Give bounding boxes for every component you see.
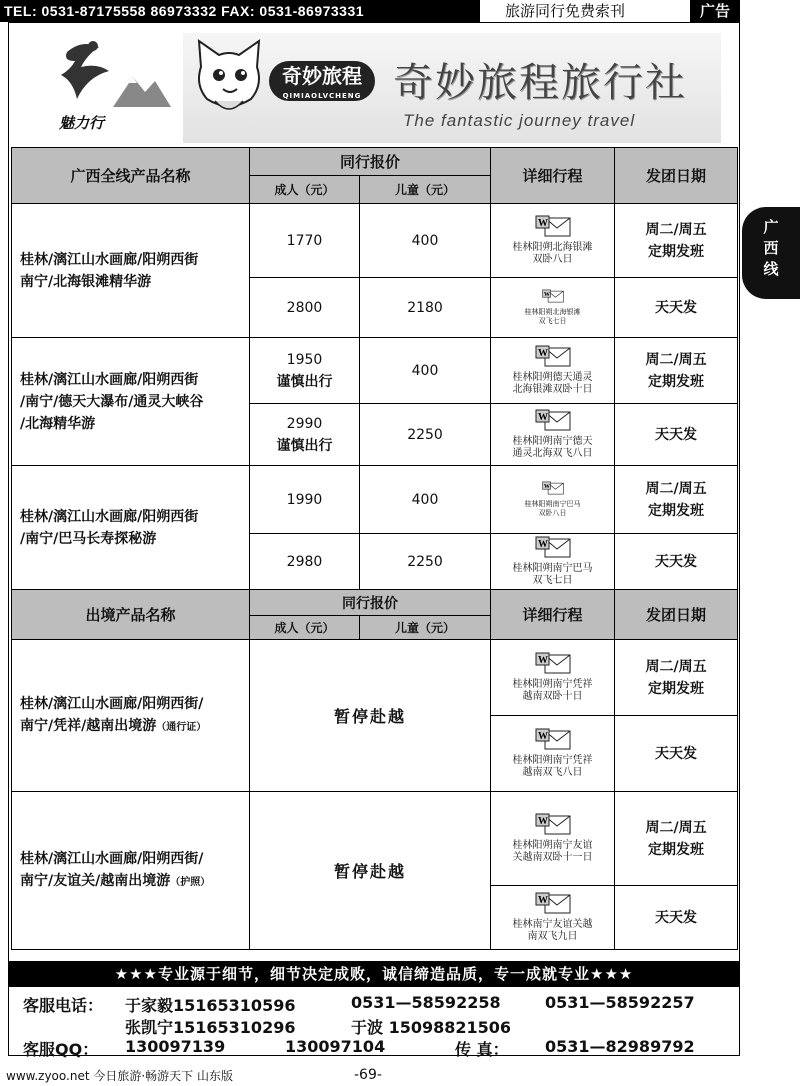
ad-header xyxy=(9,23,739,147)
route-name: 桂林/漓江山水画廊/阳朔西街/ 南宁/凭祥/越南出境游（通行证） xyxy=(12,640,250,792)
top-bar xyxy=(0,0,800,22)
svg-text:W: W xyxy=(537,895,548,906)
banner-subtitle: The fantastic journey travel xyxy=(403,111,636,130)
col-child-header: 儿童（元） xyxy=(360,176,491,204)
col-date-header: 发团日期 xyxy=(615,590,738,640)
itinerary-doc-link[interactable]: W 桂林阳朔南宁凭祥 越南双卧十日 xyxy=(491,640,615,716)
ad-frame xyxy=(8,22,740,1059)
svg-text:W: W xyxy=(537,348,548,359)
qq-1: 130097139 xyxy=(125,1037,226,1056)
col-name-header: 广西全线产品名称 xyxy=(12,148,250,204)
brand-banner xyxy=(183,33,721,143)
col-date-header: 发团日期 xyxy=(615,148,738,204)
contact-block xyxy=(9,989,739,1059)
itinerary-doc-link[interactable]: W 桂林阳朔南宁巴马 双飞七日 xyxy=(491,534,615,590)
svg-text:W: W xyxy=(537,731,548,742)
status-suspended: 暂停赴越 xyxy=(250,792,491,950)
itinerary-doc-link[interactable]: W 桂林阳朔南宁凭祥 越南双飞八日 xyxy=(491,716,615,792)
svg-text:W: W xyxy=(537,655,548,666)
cat-mascot-icon xyxy=(193,37,265,119)
departure-date: 周二/周五 定期发班 xyxy=(615,792,738,886)
word-doc-icon xyxy=(542,289,564,303)
route-name: 桂林/漓江山水画廊/阳朔西街 南宁/北海银滩精华游 xyxy=(12,204,250,338)
departure-date: 周二/周五 定期发班 xyxy=(615,640,738,716)
child-price: 2180 xyxy=(360,278,491,338)
word-doc-icon xyxy=(535,728,571,750)
col-itinerary-header: 详细行程 xyxy=(491,590,615,640)
svg-text:W: W xyxy=(537,412,548,423)
itinerary-doc-link[interactable]: W 桂林阳朔南宁友谊 关越南双卧十一日 xyxy=(491,792,615,886)
svg-text:W: W xyxy=(543,291,550,298)
logo-left-text: 魅力行 xyxy=(59,114,105,132)
word-doc-icon xyxy=(535,813,571,835)
word-doc-icon xyxy=(535,892,571,914)
word-doc-icon xyxy=(535,215,571,237)
adult-price: 1990 xyxy=(250,466,360,534)
service-phone-label: 客服电话： xyxy=(23,996,104,1015)
adult-price: 2990 谨慎出行 xyxy=(250,404,360,466)
top-slogan: 旅游同行免费索刊 xyxy=(505,2,626,20)
region-tab: 广 西 线 xyxy=(742,207,800,299)
itinerary-doc-link[interactable]: W 桂林阳朔德天通灵 北海银滩双卧十日 xyxy=(491,338,615,404)
itinerary-doc-link[interactable]: W 桂林阳朔北海银滩 双卧八日 xyxy=(491,204,615,278)
col-adult-header: 成人（元） xyxy=(250,616,360,640)
child-price: 2250 xyxy=(360,534,491,590)
phone-1: 于家毅15165310596 xyxy=(125,996,296,1015)
logo-left xyxy=(37,37,175,141)
adult-price: 1770 xyxy=(250,204,360,278)
adult-price: 2800 xyxy=(250,278,360,338)
itinerary-doc-link[interactable]: W 桂林阳朔北海银滩 双飞七日 xyxy=(491,278,615,338)
col-child-header: 儿童（元） xyxy=(360,616,491,640)
departure-date: 天天发 xyxy=(615,886,738,950)
page-number: -69- xyxy=(354,1067,382,1083)
departure-date: 周二/周五 定期发班 xyxy=(615,466,738,534)
departure-date: 天天发 xyxy=(615,716,738,792)
col-itinerary-header: 详细行程 xyxy=(491,148,615,204)
col-price-header: 同行报价 xyxy=(250,148,491,176)
departure-date: 天天发 xyxy=(615,534,738,590)
top-contact: TEL: 0531-87175558 86973332 FAX: 0531-86973331 xyxy=(0,0,480,22)
brand-figure-icon xyxy=(37,37,175,117)
departure-date: 周二/周五 定期发班 xyxy=(615,204,738,278)
svg-text:W: W xyxy=(543,483,550,490)
col-adult-header: 成人（元） xyxy=(250,176,360,204)
child-price: 400 xyxy=(360,204,491,278)
guangxi-table xyxy=(11,147,738,950)
child-price: 400 xyxy=(360,466,491,534)
child-price: 2250 xyxy=(360,404,491,466)
word-doc-icon xyxy=(535,652,571,674)
svg-text:W: W xyxy=(537,218,548,229)
departure-date: 周二/周五 定期发班 xyxy=(615,338,738,404)
departure-date: 天天发 xyxy=(615,278,738,338)
svg-text:W: W xyxy=(537,816,548,827)
phone-2: 0531—58592258 xyxy=(351,993,501,1012)
phone-4: 张凯宁15165310296 xyxy=(125,1018,296,1037)
word-doc-icon xyxy=(535,536,571,558)
departure-date: 天天发 xyxy=(615,404,738,466)
col-name-header: 出境产品名称 xyxy=(12,590,250,640)
child-price: 400 xyxy=(360,338,491,404)
col-price-header: 同行报价 xyxy=(250,590,491,616)
word-doc-icon xyxy=(542,481,564,495)
status-suspended: 暂停赴越 xyxy=(250,640,491,792)
fax-label: 传 真： xyxy=(455,1040,509,1059)
word-doc-icon xyxy=(535,409,571,431)
brand-pill: 奇妙旅程 QIMIAOLVCHENG xyxy=(269,61,375,101)
qq-2: 130097104 xyxy=(285,1037,386,1056)
svg-text:W: W xyxy=(537,539,548,550)
adult-price: 1950 谨慎出行 xyxy=(250,338,360,404)
qq-label: 客服QQ： xyxy=(23,1040,99,1059)
ad-tag: 广告 xyxy=(690,0,740,22)
route-name: 桂林/漓江山水画廊/阳朔西街 /南宁/巴马长寿探秘游 xyxy=(12,466,250,590)
route-name: 桂林/漓江山水画廊/阳朔西街/ 南宁/友谊关/越南出境游（护照） xyxy=(12,792,250,950)
footer-site: www.zyoo.net 今日旅游·畅游天下 山东版 xyxy=(6,1069,233,1083)
fax-number: 0531—82989792 xyxy=(545,1037,695,1056)
motto-banner: ★★★专业源于细节，细节决定成败，诚信缔造品质，专一成就专业★★★ xyxy=(9,961,739,987)
itinerary-doc-link[interactable]: W 桂林南宁友谊关越 南双飞九日 xyxy=(491,886,615,950)
route-name: 桂林/漓江山水画廊/阳朔西街 /南宁/德天大瀑布/通灵大峡谷 /北海精华游 xyxy=(12,338,250,466)
page-footer xyxy=(0,1064,800,1086)
phone-5: 于波 15098821506 xyxy=(351,1018,512,1037)
itinerary-doc-link[interactable]: W 桂林阳朔南宁巴马 双卧八日 xyxy=(491,466,615,534)
word-doc-icon xyxy=(535,345,571,367)
banner-title: 奇妙旅程旅行社 xyxy=(393,60,687,106)
adult-price: 2980 xyxy=(250,534,360,590)
itinerary-doc-link[interactable]: W 桂林阳朔南宁德天 通灵北海双飞八日 xyxy=(491,404,615,466)
phone-3: 0531—58592257 xyxy=(545,993,695,1012)
